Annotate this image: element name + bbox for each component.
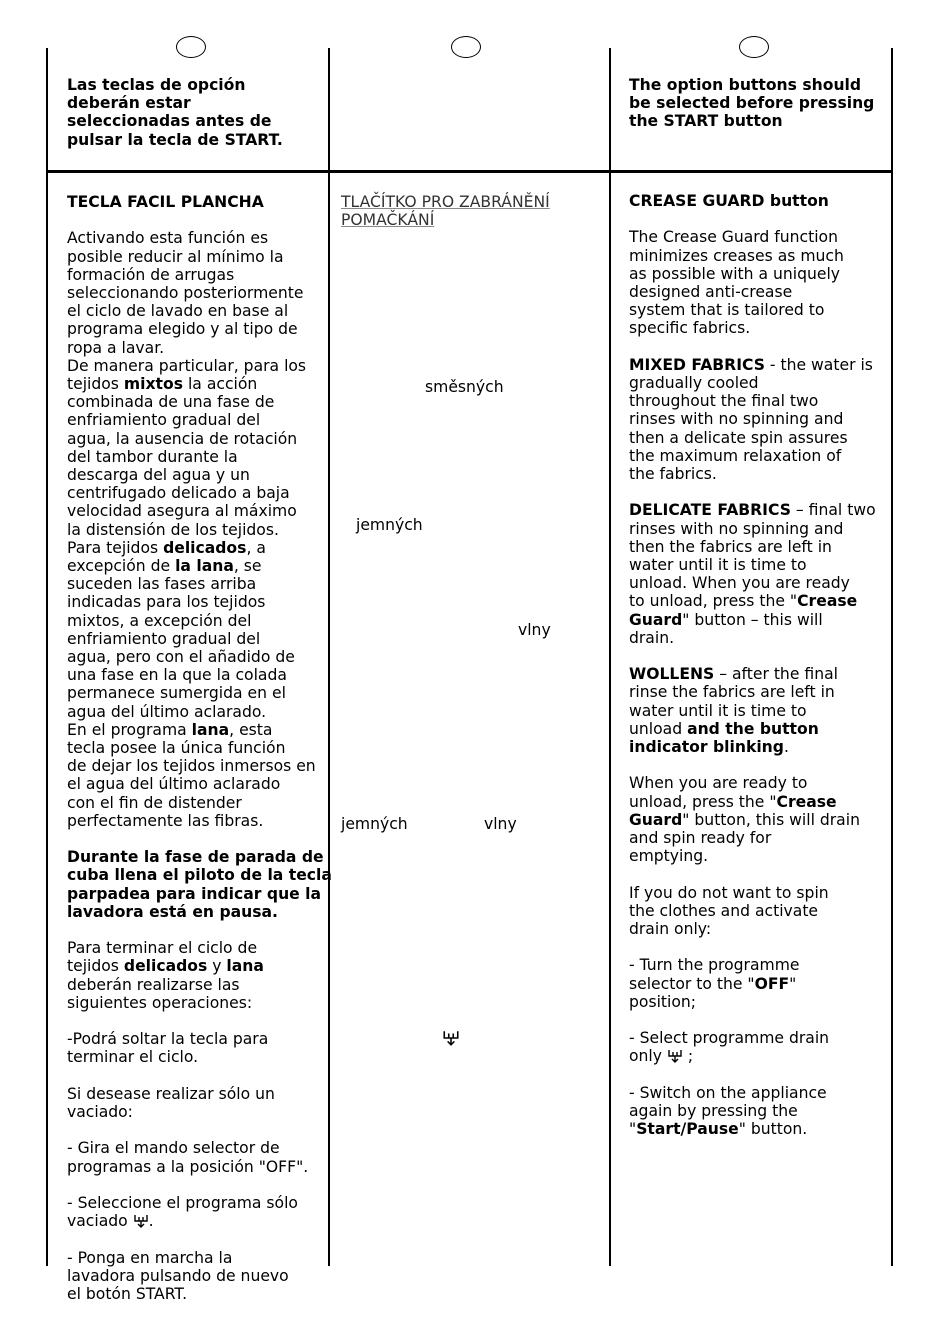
czech-word-vlny-1: vlny (518, 621, 551, 639)
header-separator (47, 170, 893, 173)
czech-word-jemnych-2: jemných (341, 815, 408, 833)
czech-flag-circle-icon (451, 36, 481, 58)
czech-word-vlny-2: vlny (484, 815, 517, 833)
drain-only-symbol-icon (133, 1214, 149, 1228)
czech-title-line-1: TLAČÍTKO PRO ZABRÁNĚNÍ (341, 193, 550, 211)
english-body: CREASE GUARD button The Crease Guard function minimizes creases as much as possible with a uniquely designed anti-crease system that is tailored to specific fabrics. MIXED FABRICS - the water is gradually cooled throughout the final two rinses with no spinning and then a delicate spin assures the maximum relaxation of the fabrics. DELICATE FABRICS – final two rinses with no spinning and then the fabrics are left in water until it is time to unload. When you are ready to unload, press the "Crease Guard" button – this will drain. WOLLENS – after the final rinse the fabrics are left in water until it is time to unload and the button indicator blinking. When you are ready to unload, press the "Crease Guard" button, this will drain and spin ready for emptying. If you do not want to spin the clothes and activate drain only: - Turn the programme selector to the "OFF" position; - Select programme drain only ; - Switch on the appliance again by pressing the "Start/Pause" button. (629, 192, 876, 1139)
drain-only-symbol-icon (442, 1030, 460, 1048)
spanish-title: TECLA FACIL PLANCHA (67, 193, 264, 211)
english-flag-circle-icon (739, 36, 769, 58)
spanish-flag-circle-icon (176, 36, 206, 58)
english-option-note: The option buttons should be selected before pressing the START button (629, 76, 875, 131)
spanish-option-note: Las teclas de opción deberán estar seleccionadas antes de pulsar la tecla de START. (67, 76, 283, 149)
english-title: CREASE GUARD button (629, 192, 829, 210)
czech-word-jemnych-1: jemných (356, 516, 423, 534)
czech-word-smesnych: směsných (425, 378, 504, 396)
right-border (891, 48, 893, 1266)
left-border (46, 48, 48, 1266)
column-divider-2 (609, 48, 611, 1266)
czech-title-line-2: POMAČKÁNÍ (341, 211, 435, 229)
drain-only-symbol-icon (667, 1049, 683, 1063)
spanish-body: TECLA FACIL PLANCHA Activando esta función es posible reducir al mínimo la formación de arrugas seleccionando posteriormente el ciclo de lavado en base al programa elegido y al tipo de ropa a lavar. De manera particular, para los tejidos mixtos la acción combinada de una fase de enfriamiento gradual del agua, la ausencia de rotación del tambor durante la descarga del agua y un centrifugado delicado a baja velocidad asegura al máximo la distensión de los tejidos. Para tejidos delicados, a excepción de la lana, se suceden las fases arriba indicadas para los tejidos mixtos, a excepción del enfriamiento gradual del agua, pero con el añadido de una fase en la que la colada permanece sumergida en el agua del último aclarado. En el programa lana, esta tecla posee la única función de dejar los tejidos inmersos en el agua del último aclarado con el fin de distender perfectamente las fibras. Durante la fase de parada de cuba llena el piloto de la tecla parpadea para indicar que la lavadora está en pausa. Para terminar el ciclo de tejidos delicados y lana deberán realizarse las siguientes operaciones: -Podrá soltar la tecla para terminar el ciclo. Si desease realizar sólo un vaciado: - Gira el mando selector de programas a la posición "OFF". - Seleccione el programa sólo vaciado . - Ponga en marcha la lavadora pulsando de nuevo el botón START. (67, 193, 332, 1304)
